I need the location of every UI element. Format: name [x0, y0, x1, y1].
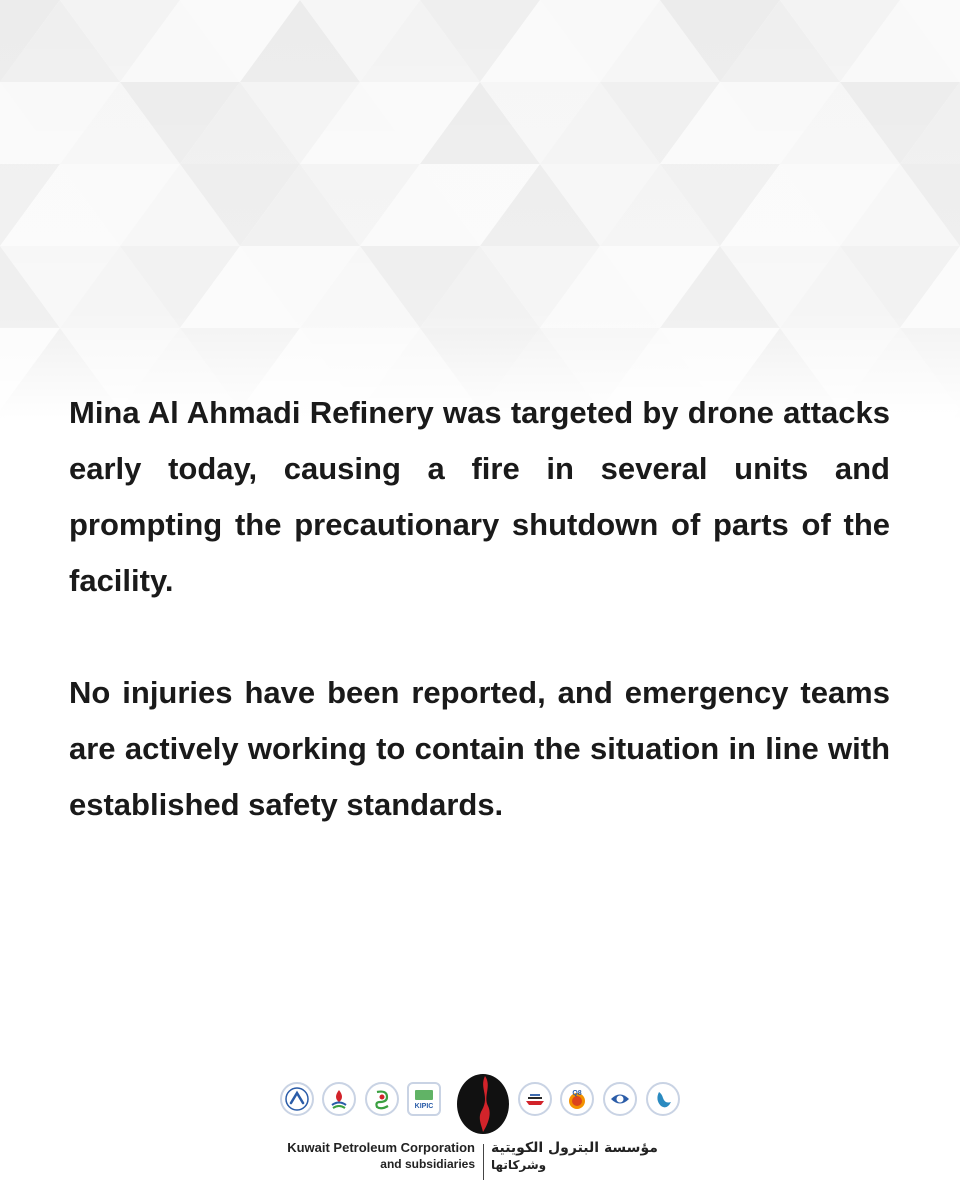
- q8-logo: [560, 1082, 594, 1116]
- statement-body: [69, 385, 890, 833]
- knpc-logo: [322, 1082, 356, 1116]
- subsidiaries-en: and subsidiaries: [380, 1157, 475, 1171]
- subsidiaries-ar: وشركاتها: [491, 1158, 547, 1172]
- triangle-pattern-background: [0, 0, 960, 420]
- corporation-name-en: Kuwait Petroleum Corporation: [287, 1140, 475, 1155]
- kufpec-logo: [280, 1082, 314, 1116]
- statement-paragraph-1: Mina Al Ahmadi Refinery was targeted by drone attacks early today, causing a fire in several units and prompting the precautionary shutdown of parts of the facility.: [69, 395, 890, 598]
- koc-logo: [365, 1082, 399, 1116]
- footer-divider: [483, 1144, 484, 1180]
- kotc-logo: [518, 1082, 552, 1116]
- kgoc-logo: [603, 1082, 637, 1116]
- corporation-name-arabic: [491, 1140, 691, 1184]
- kipic-logo-text: KIPIC: [414, 1103, 434, 1110]
- subsidiary-logo-row: [270, 1066, 690, 1138]
- kpc-main-logo: [452, 1066, 514, 1138]
- q8-logo-text: Q8: [572, 1090, 582, 1097]
- kipic-logo: [407, 1082, 441, 1116]
- corporation-name-ar: مؤسسة البترول الكويتية: [491, 1140, 658, 1156]
- statement-paragraph-2: No injuries have been reported, and emergency teams are actively working to contain the situation in line with established safety standards.: [69, 675, 890, 822]
- footer: [0, 1066, 960, 1186]
- pic-logo: [646, 1082, 680, 1116]
- corporation-name-english: [270, 1140, 475, 1184]
